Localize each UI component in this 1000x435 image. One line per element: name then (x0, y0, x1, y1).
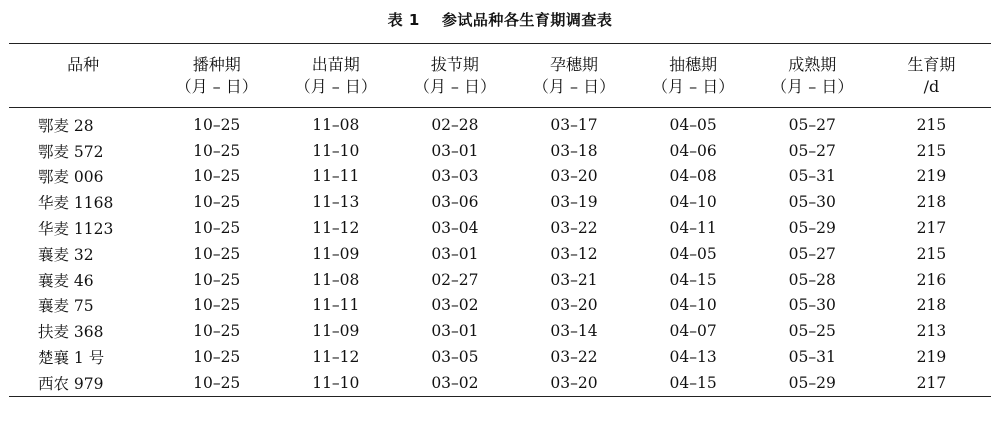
cell-growth-days: 213 (916, 322, 947, 341)
header-sowing-unit: （月 – 日） (157, 76, 276, 108)
cell-booting: 03–17 (550, 115, 598, 134)
cell-jointing: 03–05 (431, 348, 479, 367)
cell-booting: 03–21 (550, 270, 598, 289)
cell-growth-days: 218 (916, 296, 947, 315)
header-heading-unit: （月 – 日） (634, 76, 753, 108)
header-maturity-unit: （月 – 日） (753, 76, 872, 108)
cell-sowing: 10–25 (193, 167, 241, 186)
cell-heading: 04–13 (669, 348, 717, 367)
cell-emergence: 11–11 (312, 296, 360, 315)
cell-emergence: 11–13 (312, 193, 360, 212)
cell-jointing: 02–28 (431, 115, 479, 134)
header-booting: 孕穗期 (514, 44, 633, 77)
header-row-2 (9, 76, 991, 108)
cell-maturity: 05–25 (788, 322, 836, 341)
table-row (9, 108, 991, 138)
cell-growth-days: 215 (916, 244, 947, 263)
cell-growth-days: 217 (872, 370, 991, 396)
header-maturity: 成熟期 (753, 44, 872, 77)
cell-sowing: 10–25 (193, 270, 241, 289)
cell-booting: 03–22 (550, 219, 598, 238)
cell-sowing: 10–25 (193, 348, 241, 367)
cell-heading: 04–10 (669, 193, 717, 212)
cell-heading: 04–05 (669, 115, 717, 134)
cell-jointing: 02–27 (431, 270, 479, 289)
cell-sowing: 10–25 (193, 115, 241, 134)
table-row (9, 267, 991, 293)
cell-growth-days: 219 (916, 167, 947, 186)
header-emergence: 出苗期 (276, 44, 395, 77)
cell-sowing: 10–25 (193, 296, 241, 315)
cell-variety: 华麦 1123 (38, 220, 114, 239)
cell-sowing: 10–25 (193, 193, 241, 212)
cell-jointing: 03–01 (431, 322, 479, 341)
table-row (9, 241, 991, 267)
cell-sowing: 10–25 (193, 219, 241, 238)
cell-sowing: 10–25 (193, 244, 241, 263)
table-number: 表 1 (387, 11, 420, 29)
cell-emergence: 11–10 (276, 370, 395, 396)
cell-heading: 04–11 (669, 219, 717, 238)
table-caption (0, 9, 1000, 30)
cell-booting: 03–20 (514, 370, 633, 396)
table-title: 参试品种各生育期调查表 (441, 11, 613, 29)
cell-emergence: 11–09 (312, 322, 360, 341)
header-growth-period: 生育期 (872, 44, 991, 77)
header-variety: 品种 (9, 44, 157, 77)
cell-maturity: 05–31 (788, 167, 836, 186)
cell-heading: 04–05 (669, 244, 717, 263)
cell-booting: 03–22 (550, 348, 598, 367)
cell-variety: 楚襄 1 号 (38, 349, 105, 368)
cell-growth-days: 219 (916, 348, 947, 367)
cell-sowing: 10–25 (193, 141, 241, 160)
table-row (9, 293, 991, 319)
cell-maturity: 05–30 (788, 193, 836, 212)
header-variety-unit (9, 76, 157, 108)
cell-jointing: 03–02 (431, 296, 479, 315)
header-row-1 (9, 44, 991, 77)
cell-emergence: 11–10 (312, 141, 360, 160)
cell-growth-days: 216 (916, 270, 947, 289)
cell-variety: 襄麦 32 (38, 245, 94, 264)
cell-jointing: 03–06 (431, 193, 479, 212)
cell-emergence: 11–11 (312, 167, 360, 186)
cell-variety: 鄂麦 28 (38, 116, 94, 135)
cell-heading: 04–15 (634, 370, 753, 396)
cell-growth-days: 217 (916, 219, 947, 238)
cell-variety: 西农 979 (9, 370, 157, 396)
cell-booting: 03–20 (550, 167, 598, 186)
cell-jointing: 03–04 (431, 219, 479, 238)
cell-sowing: 10–25 (157, 370, 276, 396)
table-row (9, 215, 991, 241)
header-jointing: 拔节期 (395, 44, 514, 77)
table-row (9, 189, 991, 215)
cell-maturity: 05–28 (788, 270, 836, 289)
cell-variety: 鄂麦 006 (38, 168, 104, 187)
header-emergence-unit: （月 – 日） (276, 76, 395, 108)
cell-heading: 04–15 (669, 270, 717, 289)
cell-maturity: 05–29 (788, 219, 836, 238)
header-sowing: 播种期 (157, 44, 276, 77)
cell-maturity: 05–31 (788, 348, 836, 367)
cell-heading: 04–07 (669, 322, 717, 341)
cell-maturity: 05–27 (788, 244, 836, 263)
cell-maturity: 05–30 (788, 296, 836, 315)
cell-emergence: 11–08 (312, 270, 360, 289)
cell-variety: 襄麦 75 (38, 297, 94, 316)
cell-heading: 04–08 (669, 167, 717, 186)
cell-variety: 扶麦 368 (38, 323, 104, 342)
cell-booting: 03–12 (550, 244, 598, 263)
table-row (9, 318, 991, 344)
table-body (9, 108, 991, 397)
cell-variety: 华麦 1168 (38, 194, 114, 213)
table-row (9, 138, 991, 164)
cell-growth-days: 218 (916, 193, 947, 212)
header-heading: 抽穗期 (634, 44, 753, 77)
cell-emergence: 11–09 (312, 244, 360, 263)
cell-jointing: 03–02 (395, 370, 514, 396)
header-growth-period-unit: /d (872, 76, 991, 108)
cell-maturity: 05–27 (788, 141, 836, 160)
cell-booting: 03–20 (550, 296, 598, 315)
cell-emergence: 11–12 (312, 219, 360, 238)
cell-emergence: 11–08 (312, 115, 360, 134)
header-jointing-unit: （月 – 日） (395, 76, 514, 108)
growth-period-table (9, 43, 991, 397)
header-booting-unit: （月 – 日） (514, 76, 633, 108)
cell-booting: 03–18 (550, 141, 598, 160)
cell-maturity: 05–27 (788, 115, 836, 134)
cell-jointing: 03–01 (431, 141, 479, 160)
table-row (9, 164, 991, 190)
cell-jointing: 03–01 (431, 244, 479, 263)
cell-growth-days: 215 (916, 141, 947, 160)
table-row (9, 370, 991, 396)
cell-maturity: 05–29 (753, 370, 872, 396)
cell-heading: 04–06 (669, 141, 717, 160)
cell-sowing: 10–25 (193, 322, 241, 341)
cell-jointing: 03–03 (431, 167, 479, 186)
cell-booting: 03–14 (550, 322, 598, 341)
table-row (9, 344, 991, 370)
cell-heading: 04–10 (669, 296, 717, 315)
cell-emergence: 11–12 (312, 348, 360, 367)
cell-booting: 03–19 (550, 193, 598, 212)
cell-growth-days: 215 (916, 115, 947, 134)
cell-variety: 襄麦 46 (38, 271, 94, 290)
cell-variety: 鄂麦 572 (38, 142, 104, 161)
